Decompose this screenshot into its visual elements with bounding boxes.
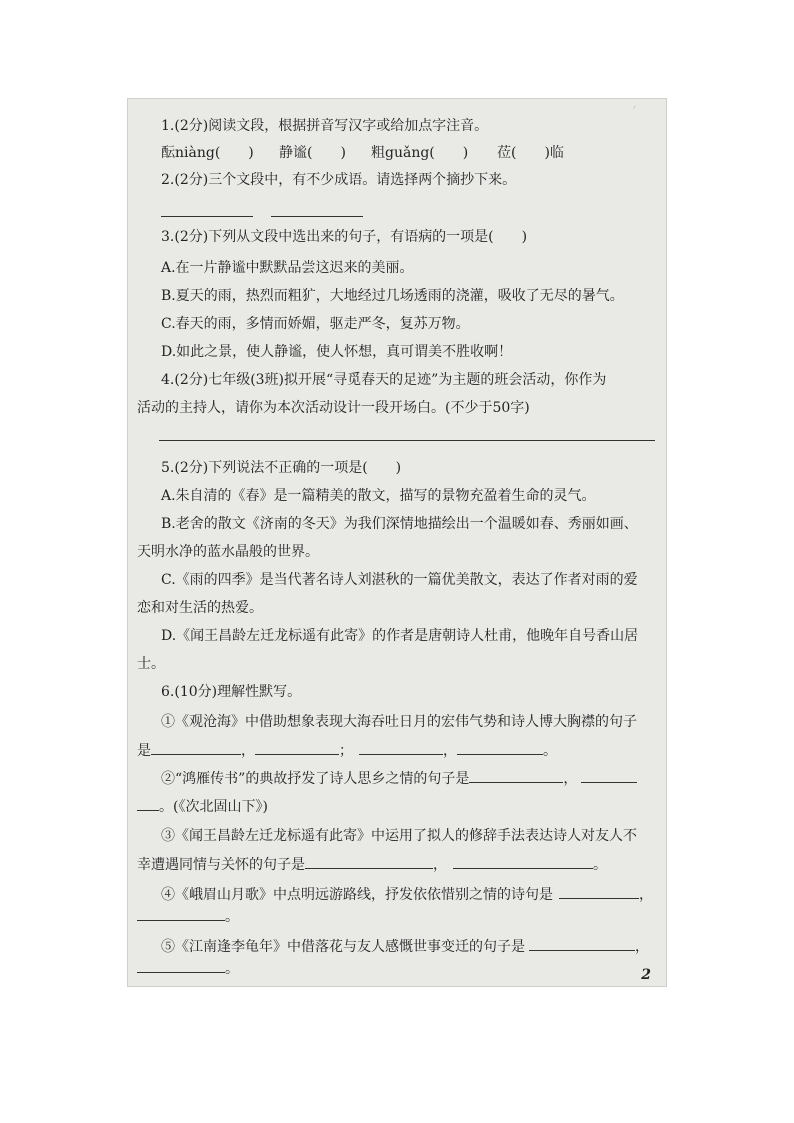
q4-line-1: 4.(2分)七年级(3班)拟开展“寻觅春天的足迹”为主题的班会活动，你作为: [161, 372, 607, 388]
q6-s4-line-2: [137, 906, 239, 927]
q5-option-c-line-2: 恋和对生活的热爱。: [137, 600, 263, 616]
answer-blank[interactable]: [271, 202, 363, 217]
answer-blank[interactable]: [255, 740, 339, 755]
answer-blank[interactable]: [305, 854, 433, 869]
answer-blank[interactable]: [469, 768, 563, 783]
period: 。: [225, 961, 239, 977]
period: 。: [225, 909, 239, 925]
comma: ，: [241, 743, 255, 759]
q2-title: 2.(2分)三个文段中，有不少成语。请选择两个摘抄下来。: [161, 172, 517, 188]
q1-item: 酝niàng( ): [161, 145, 254, 161]
answer-blank[interactable]: [453, 854, 593, 869]
answer-blank[interactable]: [581, 768, 637, 783]
q6-s1-line-1: ①《观沧海》中借助想象表现大海吞吐日月的宏伟气势和诗人博大胸襟的句子: [161, 714, 637, 730]
q6-s5-prefix: ⑤《江南逢李龟年》中借落花与友人感慨世事变迁的句子是: [161, 939, 525, 955]
q5-option-b-line-1: B.老舍的散文《济南的冬天》为我们深情地描绘出一个温暖如春、秀丽如画、: [161, 516, 638, 532]
q1-item: 静谧( ): [279, 145, 346, 161]
q3-option-b: B.夏天的雨，热烈而粗犷，大地经过几场透雨的浇灌，吸收了无尽的暑气。: [161, 288, 624, 304]
q6-s4-prefix: ④《峨眉山月歌》中点明远游路线，抒发依依惜别之情的诗句是: [161, 887, 553, 903]
q4-answer-line[interactable]: [159, 440, 655, 441]
q1-item: 粗guǎng( ): [371, 145, 469, 161]
q1-item: 莅( )临: [497, 145, 564, 161]
period: 。: [543, 743, 557, 759]
q5-option-d-line-2: 士。: [137, 656, 165, 672]
answer-blank[interactable]: [559, 884, 639, 899]
q6-s5-line-1: [161, 936, 649, 957]
q6-s4-line-1: [161, 884, 653, 905]
q6-s1-prefix: 是: [137, 743, 151, 759]
semicolon: ；: [339, 743, 353, 759]
q2-answer-blanks: [161, 202, 363, 223]
comma: ，: [433, 857, 447, 873]
q6-s3-prefix: 幸遭遇同情与关怀的句子是: [137, 857, 305, 873]
q4-line-2: 活动的主持人，请你为本次活动设计一段开场白。(不少于50字): [137, 400, 530, 416]
q6-s2-line-1: [161, 768, 637, 789]
q5-option-d-line-1: D.《闻王昌龄左迁龙标遥有此寄》的作者是唐朝诗人杜甫，他晚年自号香山居: [161, 628, 639, 644]
answer-blank[interactable]: [457, 740, 543, 755]
q3-option-c: C.春天的雨，多情而娇媚，驱走严冬，复苏万物。: [161, 316, 470, 332]
q6-s5-line-2: [137, 958, 239, 979]
answer-blank[interactable]: [359, 740, 443, 755]
q1-title: 1.(2分)阅读文段，根据拼音写汉字或给加点字注音。: [161, 118, 489, 134]
q6-s2-line-2: [137, 796, 268, 817]
q5-title: 5.(2分)下列说法不正确的一项是( ): [161, 460, 402, 476]
q6-title: 6.(10分)理解性默写。: [161, 684, 302, 700]
document-photo: ʼ 1.(2分)阅读文段，根据拼音写汉字或给加点字注音。 酝niàng( ) 静谧( ) 粗guǎng( ) 莅( )临 2.(2分)三个文段中，有不少成语。请选择两个摘抄下来。 3.(2分)下列从文段中选出来的句子，有语病的一项是( ) A.在一片静谧中默默品尝这迟来的美丽。 B.夏天的雨，热烈而粗犷，大地经过几场透雨的浇灌，吸收了无尽的暑气。 C.春天的雨，多情而娇媚，驱走严冬，复苏万物。 D.如此之景，使人静谧，使人怀想，真可谓美不胜收啊！ 4.(2分)七年级(3班)拟开展“寻觅春天的足迹”为主题的班会活动，你作为 活动的主持人，请你为本次活动设计一段开场白。(不少于50字) 5.(2分)下列说法不正确的一项是( ) A.朱自清的《春》是一篇精美的散文，描写的景物充盈着生命的灵气。 B.老舍的散文《济南的冬天》为我们深情地描绘出一个温暖如春、秀丽如画、 天明水净的蓝水晶般的世界。 C.《雨的四季》是当代著名诗人刘湛秋的一篇优美散文，表达了作者对雨的爱 恋和对生活的热爱。 D.《闻王昌龄左迁龙标遥有此寄》的作者是唐朝诗人杜甫，他晚年自号香山居 士。 6.(10分)理解性默写。 ①《观沧海》中借助想象表现大海吞吐日月的宏伟气势和诗人博大胸襟的句子 是 ， ； ， 。 ②“鸿雁传书”的典故抒发了诗人思乡之情的句子是 ， 。(《次北固山下》) ③《闻王昌龄左迁龙标遥有此寄》中运用了拟人的修辞手法表达诗人对友人不 幸遭遇同情与关怀的句子是 ， 。 ④《峨眉山月歌》中点明远游路线，抒发依依惜别之情的诗句是 ， 。 ⑤《江南逢李龟年》中借落花与友人感慨世事变迁的句子是 ， 。 2: [127, 98, 667, 987]
q5-option-a: A.朱自清的《春》是一篇精美的散文，描写的景物充盈着生命的灵气。: [161, 488, 596, 504]
q5-option-b-line-2: 天明水净的蓝水晶般的世界。: [137, 544, 319, 560]
answer-blank[interactable]: [529, 936, 635, 951]
comma: ，: [443, 743, 457, 759]
q3-title: 3.(2分)下列从文段中选出来的句子，有语病的一项是( ): [161, 229, 528, 245]
q6-s2-prefix: ②“鸿雁传书”的典故抒发了诗人思乡之情的句子是: [161, 771, 470, 787]
period: 。: [593, 857, 607, 873]
comma: ，: [639, 887, 653, 903]
page-number: 2: [641, 967, 651, 983]
answer-blank[interactable]: [151, 740, 241, 755]
answer-blank[interactable]: [161, 202, 253, 217]
q6-s3-line-1: ③《闻王昌龄左迁龙标遥有此寄》中运用了拟人的修辞手法表达诗人对友人不: [161, 828, 637, 844]
q3-option-d: D.如此之景，使人静谧，使人怀想，真可谓美不胜收啊！: [161, 344, 513, 360]
answer-blank[interactable]: [137, 958, 225, 973]
answer-blank[interactable]: [137, 796, 159, 811]
comma: ，: [635, 939, 649, 955]
answer-blank[interactable]: [137, 906, 225, 921]
comma: ，: [563, 771, 578, 787]
q6-s3-line-2: [137, 854, 607, 875]
q5-option-c-line-1: C.《雨的四季》是当代著名诗人刘湛秋的一篇优美散文，表达了作者对雨的爱: [161, 572, 638, 588]
q3-option-a: A.在一片静谧中默默品尝这迟来的美丽。: [161, 260, 414, 276]
q6-s2-source: 。(《次北固山下》): [159, 799, 268, 815]
q6-s1-line-2: [137, 740, 557, 761]
